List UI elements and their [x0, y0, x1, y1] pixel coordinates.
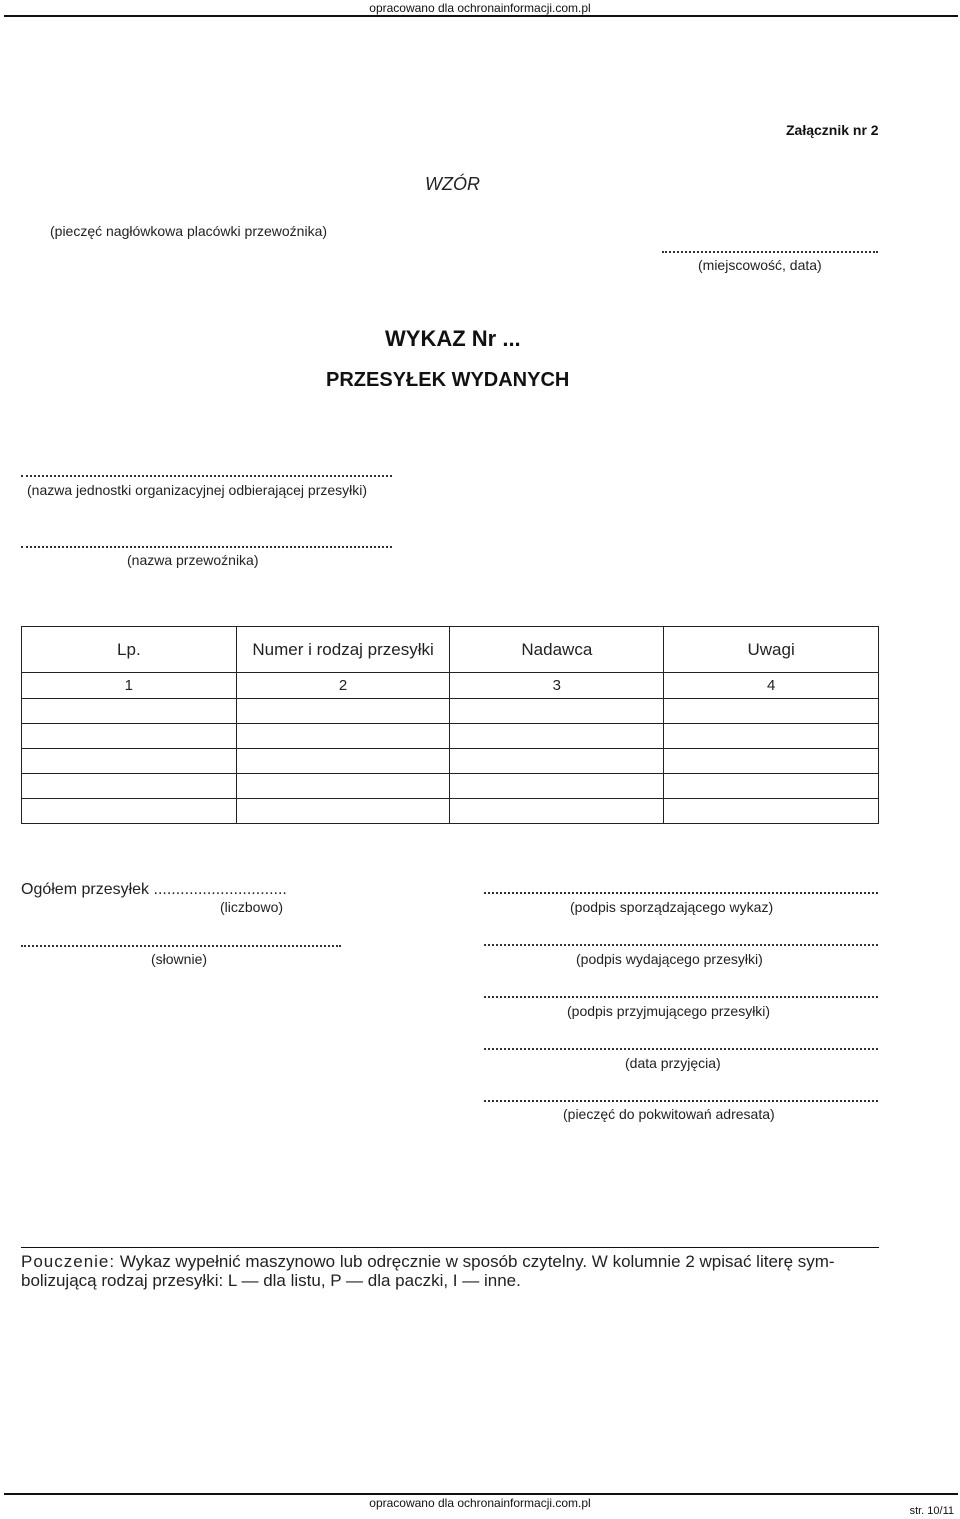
col-number-1: 1: [22, 673, 237, 699]
table-cell[interactable]: [664, 749, 879, 774]
totals-numeric-field[interactable]: ..............................: [153, 881, 287, 898]
unit-line[interactable]: [21, 475, 392, 477]
stamp-caption: (pieczęć nagłówkowa placówki przewoźnika): [50, 223, 328, 239]
table-row: [22, 774, 879, 799]
col-number-4: 4: [664, 673, 879, 699]
table-cell[interactable]: [22, 799, 237, 824]
unit-caption: (nazwa jednostki organizacyjnej odbierającej przesyłki): [27, 482, 368, 498]
signature-line-issuer[interactable]: [484, 944, 878, 946]
col-header-remarks: Uwagi: [664, 627, 879, 673]
totals-words-line[interactable]: [21, 945, 341, 947]
signature-caption-issuer: (podpis wydającego przesyłki): [576, 951, 763, 967]
carrier-line[interactable]: [21, 546, 392, 548]
table-cell[interactable]: [664, 724, 879, 749]
table-cell[interactable]: [22, 724, 237, 749]
table-row: [22, 724, 879, 749]
col-number-2: 2: [236, 673, 450, 699]
table-cell[interactable]: [664, 699, 879, 724]
table-cell[interactable]: [22, 699, 237, 724]
table-cell[interactable]: [236, 699, 450, 724]
header-source: opracowano dla ochronainformacji.com.pl: [369, 1, 591, 15]
document-subtitle: PRZESYŁEK WYDANYCH: [326, 369, 570, 391]
col-header-lp: Lp.: [22, 627, 237, 673]
place-date-caption: (miejscowość, data): [698, 257, 822, 273]
table-row: [22, 749, 879, 774]
table-cell[interactable]: [664, 774, 879, 799]
footer-rule: [4, 1493, 958, 1495]
instruction-line-2: bolizującą rodzaj przesyłki: L — dla listu, P — dla paczki, I — inne.: [21, 1271, 521, 1290]
signature-caption-preparer: (podpis sporządzającego wykaz): [570, 899, 774, 915]
totals-words-caption: (słownie): [151, 951, 208, 967]
carrier-caption: (nazwa przewoźnika): [127, 552, 259, 568]
totals-numeric-caption: (liczbowo): [220, 899, 284, 915]
table-cell[interactable]: [450, 799, 664, 824]
table-cell[interactable]: [236, 724, 450, 749]
stamp-receipt-caption: (pieczęć do pokwitowań adresata): [563, 1106, 775, 1122]
col-header-number: Numer i rodzaj przesyłki: [236, 627, 450, 673]
table-cell[interactable]: [22, 749, 237, 774]
place-date-line[interactable]: [662, 251, 878, 253]
table-cell[interactable]: [22, 774, 237, 799]
table-cell[interactable]: [236, 799, 450, 824]
instruction-label: Pouczenie:: [21, 1252, 116, 1271]
totals-row: [21, 881, 287, 899]
table-cell[interactable]: [450, 699, 664, 724]
table-row: [22, 699, 879, 724]
instruction: [21, 1252, 891, 1290]
table-cell[interactable]: [450, 749, 664, 774]
page-number: str. 10/11: [909, 1505, 954, 1517]
signature-caption-receiver: (podpis przyjmującego przesyłki): [567, 1003, 771, 1019]
sample-label: WZÓR: [425, 174, 480, 194]
footer-source: opracowano dla ochronainformacji.com.pl: [369, 1496, 591, 1510]
receipt-date-caption: (data przyjęcia): [625, 1055, 721, 1071]
annex-label: Załącznik nr 2: [786, 122, 879, 138]
col-number-3: 3: [450, 673, 664, 699]
table-cell[interactable]: [236, 749, 450, 774]
table-cell[interactable]: [450, 724, 664, 749]
totals-label: Ogółem przesyłek: [21, 881, 154, 898]
stamp-line[interactable]: [484, 1100, 878, 1102]
header-rule: [4, 15, 958, 17]
instruction-rule: [21, 1247, 879, 1248]
shipments-table: [21, 626, 879, 824]
table-cell[interactable]: [664, 799, 879, 824]
receipt-date-line[interactable]: [484, 1048, 878, 1050]
table-cell[interactable]: [450, 774, 664, 799]
table-cell[interactable]: [236, 774, 450, 799]
instruction-line-1: Wykaz wypełnić maszynowo lub odręcznie w sposób czytelny. W kolumnie 2 wpisać literę sym-: [115, 1252, 835, 1271]
col-header-sender: Nadawca: [450, 627, 664, 673]
signature-line-preparer[interactable]: [484, 892, 878, 894]
table-row: [22, 799, 879, 824]
document-title: WYKAZ Nr ...: [385, 326, 521, 351]
signature-line-receiver[interactable]: [484, 996, 878, 998]
